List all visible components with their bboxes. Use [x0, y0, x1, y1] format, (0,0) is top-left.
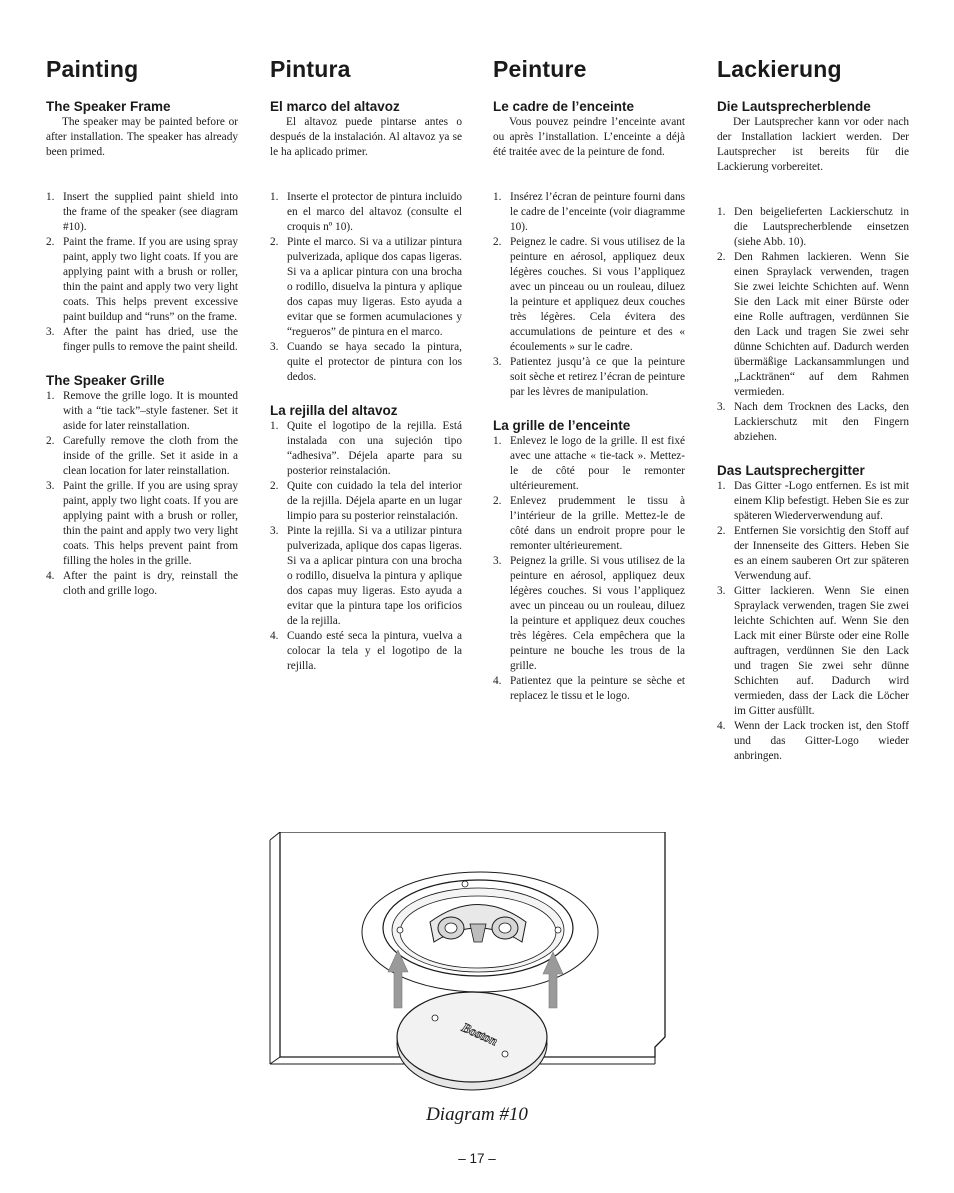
step-number: 2.: [270, 480, 279, 492]
step-number: 1.: [270, 420, 279, 432]
list-item: [270, 235, 462, 340]
list-item: [46, 389, 238, 434]
list-item: [46, 569, 238, 599]
tweeter-right-dome: [499, 923, 511, 933]
step-text: Den Rahmen lackieren. Wenn Sie einen Spraylack verwenden, tragen Sie zwei leichte Schichten auf. Wenn Sie den Lack mit einer Bürste oder eine Rolle auftragen, verdünnen Sie den Lack und tragen Sie zwei sehr dünne Schichten auf. Dadurch werden übermäßige Lackansammlungen und „Lacktränen“ auf dem Rahmen vermieden.: [734, 251, 909, 398]
step-number: 3.: [46, 480, 55, 492]
step-text: After the paint is dry, reinstall the cloth and grille logo.: [63, 570, 238, 597]
wall-panel-edge: [270, 832, 280, 840]
step-number: 1.: [493, 191, 502, 203]
section-title: Painting: [46, 56, 139, 82]
step-number: 3.: [270, 525, 279, 537]
step-number: 2.: [493, 495, 502, 507]
step-text: Quite el logotipo de la rejilla. Está instalada con una sujeción tipo “adhesiva”. Déjela aparte para su posterior reinstalación.: [287, 420, 462, 477]
list-item: [717, 479, 909, 524]
step-number: 1.: [717, 206, 726, 218]
step-text: Quite con cuidado la tela del interior de la rejilla. Déjela aparte en un lugar limpio para su posterior reinstalación.: [287, 480, 462, 522]
step-text: Das Gitter -Logo entfernen. Es ist mit einem Klip befestigt. Heben Sie es zur späteren Wiederverwendung auf.: [734, 480, 909, 522]
list-item: [717, 400, 909, 445]
step-number: 3.: [717, 585, 726, 597]
frame-heading: El marco del altavoz: [270, 99, 400, 114]
frame-steps: [46, 190, 238, 355]
step-number: 2.: [46, 435, 55, 447]
section-title: Peinture: [493, 56, 587, 82]
list-item: [493, 235, 685, 355]
step-text: Carefully remove the cloth from the inside of the grille. Set it aside in a clean location for later reinstallation.: [63, 435, 238, 477]
frame-intro: Der Lautsprecher kann vor oder nach der Installation lackiert werden. Der Lautsprecher ist bereits für die Lackierung vorbereitet.: [717, 116, 909, 173]
step-number: 4.: [270, 630, 279, 642]
step-text: Inserte el protector de pintura incluido en el marco del altavoz (consulte el croquis nº 10).: [287, 191, 462, 233]
grille-logo: Boston: [459, 1019, 501, 1049]
list-item: [717, 205, 909, 250]
grille-heading: The Speaker Grille: [46, 373, 165, 388]
step-text: Paint the frame. If you are using spray paint, apply two light coats. If you are applying paint with a brush or roller, thin the paint and apply two very light coats. This helps prevent excessive paint buildup and “runs” on the frame.: [63, 236, 238, 323]
step-number: 3.: [270, 341, 279, 353]
step-number: 1.: [493, 435, 502, 447]
tweeter-left-dome: [445, 923, 457, 933]
frame-heading: Le cadre de l’enceinte: [493, 99, 635, 114]
grille-steps: [493, 434, 685, 704]
step-number: 4.: [717, 720, 726, 732]
step-number: 1.: [46, 191, 55, 203]
step-number: 2.: [46, 236, 55, 248]
list-item: [270, 419, 462, 479]
step-number: 2.: [717, 251, 726, 263]
column-german: [717, 55, 909, 782]
grille-steps: [717, 479, 909, 764]
step-number: 3.: [717, 401, 726, 413]
step-number: 2.: [493, 236, 502, 248]
list-item: [46, 434, 238, 479]
step-text: Entfernen Sie vorsichtig den Stoff auf der Innenseite des Gitters. Heben Sie es an einem sauberen Ort zur späteren Verwendung auf.: [734, 525, 909, 582]
frame-intro: The speaker may be painted before or after installation. The speaker has already been primed.: [46, 116, 238, 158]
list-item: [46, 235, 238, 325]
step-text: Remove the grille logo. It is mounted with a “tie tack”–style fastener. Set it aside for later reinstallation.: [63, 390, 238, 432]
list-item: [717, 524, 909, 584]
step-number: 1.: [46, 390, 55, 402]
step-text: Wenn der Lack trocken ist, den Stoff und das Gitter-Logo wieder anbringen.: [734, 720, 909, 762]
step-text: After the paint has dried, use the finger pulls to remove the paint sheild.: [63, 326, 238, 353]
grille-heading: La grille de l’enceinte: [493, 418, 631, 433]
section-title: Pintura: [270, 56, 351, 82]
step-text: Pinte el marco. Si va a utilizar pintura pulverizada, aplique dos capas ligeras. Si va a aplicar pintura con una brocha o rodillo, disuelva la pintura y aplique dos capas muy ligeras. Esto ayuda a evitar que se formen acumulaciones y “regueros” de pintura en el marco.: [287, 236, 462, 338]
list-item: [493, 554, 685, 674]
step-number: 1.: [270, 191, 279, 203]
list-item: [270, 479, 462, 524]
page-number: – 17 –: [458, 1151, 496, 1166]
step-text: Pinte la rejilla. Si va a utilizar pintura pulverizada, aplique dos capas ligeras. Si va a aplicar pintura con una brocha o rodillo, disuelva la pintura y aplique dos capas muy ligeras. Esto ayuda a evitar que la pintura tape los orificios de la rejilla.: [287, 525, 462, 627]
list-item: [493, 355, 685, 400]
step-number: 4.: [46, 570, 55, 582]
step-text: Cuando se haya secado la pintura, quite el protector de pintura con los dedos.: [287, 341, 462, 383]
list-item: [493, 434, 685, 494]
step-number: 2.: [717, 525, 726, 537]
list-item: [46, 190, 238, 235]
step-text: Cuando esté seca la pintura, vuelva a colocar la tela y el logotipo de la rejilla.: [287, 630, 462, 672]
speaker-illustration: [260, 832, 700, 1132]
diagram-caption: Diagram #10: [426, 1104, 528, 1125]
list-item: [46, 325, 238, 355]
list-item: [717, 719, 909, 764]
frame-intro: El altavoz puede pintarse antes o después de la instalación. Al altavoz ya se le ha aplicado primer.: [270, 116, 462, 158]
list-item: [717, 250, 909, 400]
list-item: [493, 674, 685, 704]
step-text: Paint the grille. If you are using spray paint, apply two light coats. If you are applying paint with a brush or roller, thin the paint and apply two very light coats. This helps prevent paint from filling the holes in the grille.: [63, 480, 238, 567]
grille-steps: [46, 389, 238, 599]
wall-panel-edge: [270, 1057, 280, 1064]
step-text: Insert the supplied paint shield into the frame of the speaker (see diagram #10).: [63, 191, 238, 233]
grille-hole: [502, 1051, 508, 1057]
list-item: [717, 584, 909, 719]
step-number: 3.: [493, 555, 502, 567]
section-title: Lackierung: [717, 56, 842, 82]
frame-heading: Die Lautsprecherblende: [717, 99, 871, 114]
step-number: 1.: [717, 480, 726, 492]
step-number: 4.: [493, 675, 502, 687]
grille-heading: La rejilla del altavoz: [270, 403, 398, 418]
frame-steps: [493, 190, 685, 400]
column-spanish: [270, 55, 462, 692]
step-text: Patientez que la peinture se sèche et replacez le tissu et le logo.: [510, 675, 685, 702]
step-number: 2.: [270, 236, 279, 248]
step-text: Gitter lackieren. Wenn Sie einen Spraylack verwenden, tragen Sie zwei leichte Schichten auf. Wenn Sie den Lack mit einer Bürste oder eine Rolle auftragen, verdünnen Sie den Lack und tragen Sie zwei sehr dünne Schichten auf. Dadurch wird vermieden, dass der Lack die Löcher im Gitter ausfüllt.: [734, 585, 909, 717]
step-text: Den beigelieferten Lackierschutz in die Lautsprecherblende einsetzen (siehe Abb. 10).: [734, 206, 909, 248]
column-english: [46, 55, 238, 617]
list-item: [270, 190, 462, 235]
step-text: Peignez la grille. Si vous utilisez de la peinture en aérosol, appliquez deux légères couches. Si vous l’appliquez avec un pinceau ou un rouleau, diluez la peinture et appliquez deux couches très légères. Cela empêchera que la peinture ne bouche les trous de la grille.: [510, 555, 685, 672]
frame-steps: [270, 190, 462, 385]
step-text: Patientez jusqu’à ce que la peinture soit sèche et retirez l’écran de peinture par les lèvres de manipulation.: [510, 356, 685, 398]
screw-hole: [555, 927, 561, 933]
grille-heading: Das Lautsprechergitter: [717, 463, 865, 478]
frame-heading: The Speaker Frame: [46, 99, 171, 114]
list-item: [493, 190, 685, 235]
step-text: Nach dem Trocknen des Lacks, den Lackierschutz mit den Fingern abziehen.: [734, 401, 909, 443]
step-text: Enlevez le logo de la grille. Il est fixé avec une attache « tie-tack ». Mettez-le de côté pour le remonter ultérieurement.: [510, 435, 685, 492]
frame-intro: Vous pouvez peindre l’enceinte avant ou après l’installation. L’enceinte a déjà été traitée avec de la peinture de fond.: [493, 116, 685, 158]
step-text: Enlevez prudemment le tissu à l’intérieur de la grille. Mettez-le de côté dans un endroit propre pour le remonter ultérieurement.: [510, 495, 685, 552]
step-text: Peignez le cadre. Si vous utilisez de la peinture en aérosol, appliquez deux légères couches. Si vous l’appliquez avec un pinceau ou un rouleau, diluez la peinture et appliquez deux couches très légères. Cela évitera des accumulations de peinture et des « écoulements » sur le cadre.: [510, 236, 685, 353]
list-item: [493, 494, 685, 554]
grille-hole: [432, 1015, 438, 1021]
step-number: 3.: [46, 326, 55, 338]
column-french: [493, 55, 685, 722]
list-item: [270, 524, 462, 629]
list-item: [270, 629, 462, 674]
frame-steps: [717, 205, 909, 445]
grille-steps: [270, 419, 462, 674]
list-item: [46, 479, 238, 569]
screw-hole: [397, 927, 403, 933]
step-text: Insérez l’écran de peinture fourni dans le cadre de l’enceinte (voir diagramme 10).: [510, 191, 685, 233]
step-number: 3.: [493, 356, 502, 368]
screw-hole: [462, 881, 468, 887]
list-item: [270, 340, 462, 385]
speaker-diagram: [260, 832, 700, 1132]
